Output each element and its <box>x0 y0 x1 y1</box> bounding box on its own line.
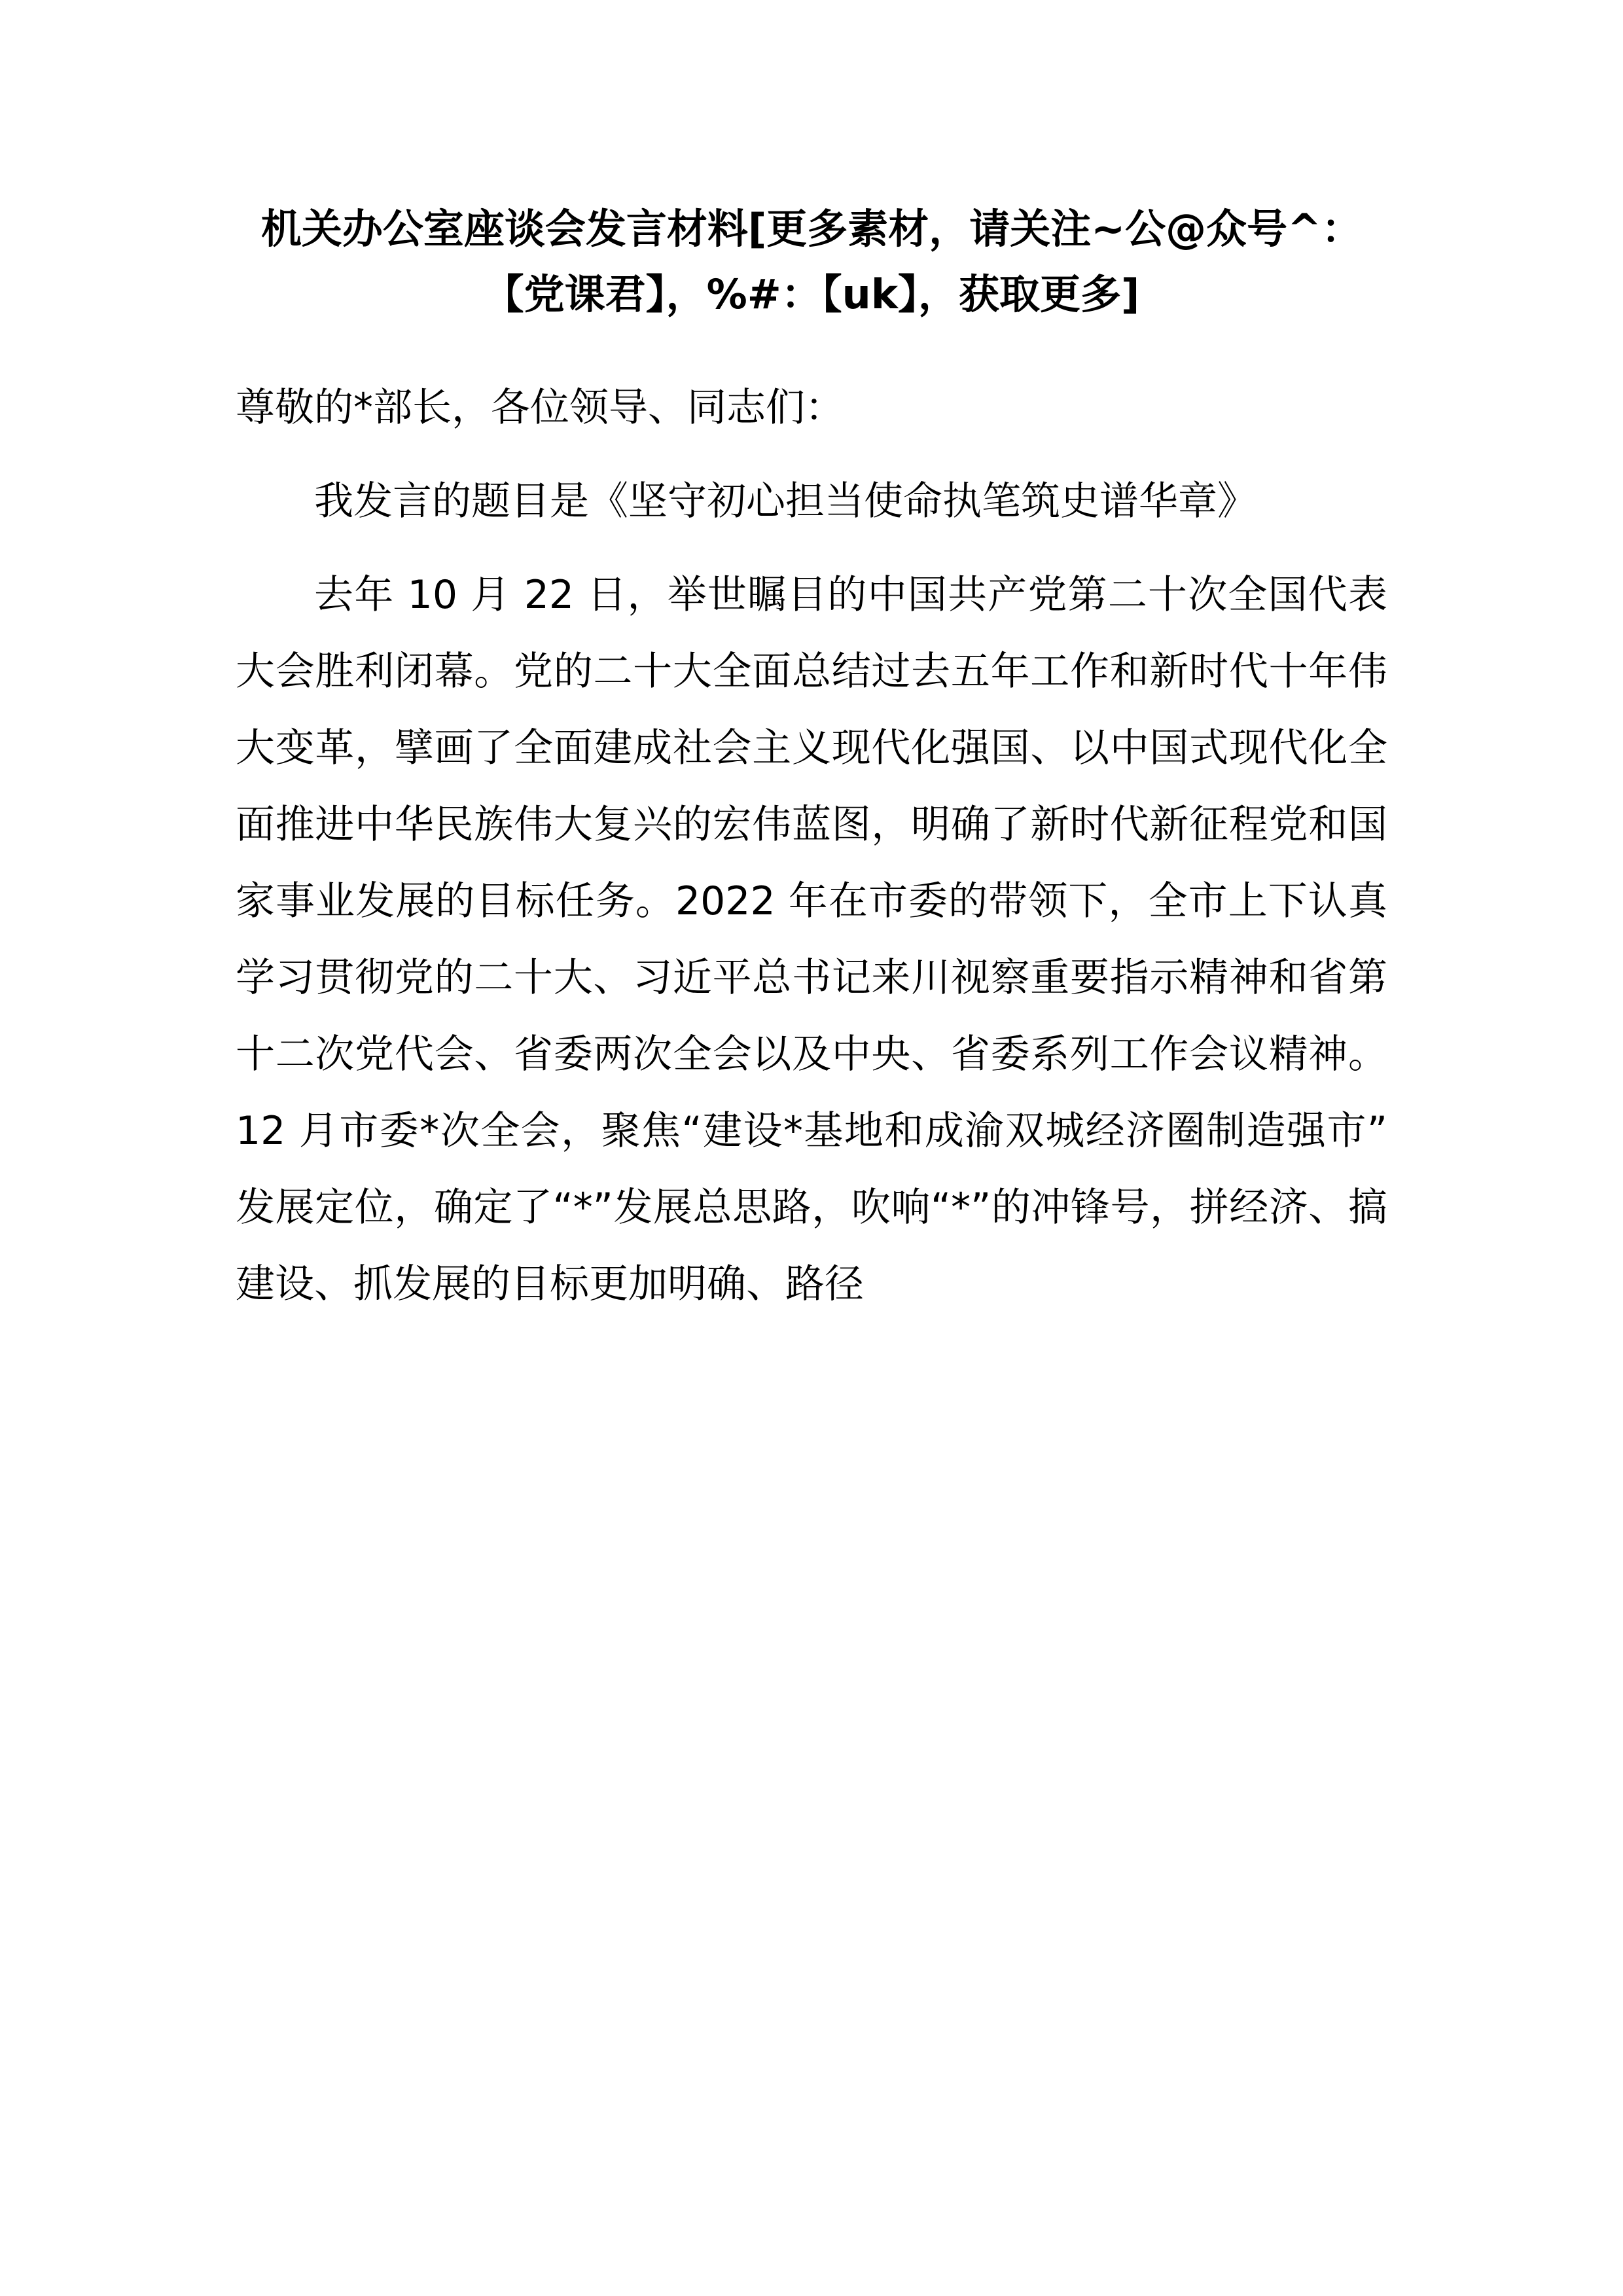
paragraph-body-1: 去年 10 月 22 日，举世瞩目的中国共产党第二十次全国代表大会胜利闭幕。党的二十大全面总结过去五年工作和新时代十年伟大变革，擘画了全面建成社会主义现代化强国、以中国式现代化全面推进中华民族伟大复兴的宏伟蓝图，明确了新时代新征程党和国家事业发展的目标任务。2022 年在市委的带领下，全市上下认真学习贯彻党的二十大、习近平总书记来川视察重要指示精神和省第十二次党代会、省委两次全会以及中央、省委系列工作会议精神。12 月市委*次全会，聚焦“建设*基地和成渝双城经济圈制造强市”发展定位，确定了“*”发展总思路，吹响“*”的冲锋号，拼经济、搞建设、抓发展的目标更加明确、路径 <box>236 571 1387 1307</box>
paragraph-spacer-2 <box>236 540 1387 557</box>
page-title: 机关办公室座谈会发言材料[更多素材，请关注~公@众号^：【党课君】，%#：【uk】，获取更多] <box>260 205 1363 319</box>
title-body-spacer <box>236 350 1387 370</box>
paragraph-topic: 我发言的题目是《坚守初心担当使命执笔筑史谱华章》 <box>314 478 1257 524</box>
paragraph-salutation: 尊敬的*部长，各位领导、同志们： <box>236 384 844 431</box>
paragraph-spacer-1 <box>236 446 1387 463</box>
